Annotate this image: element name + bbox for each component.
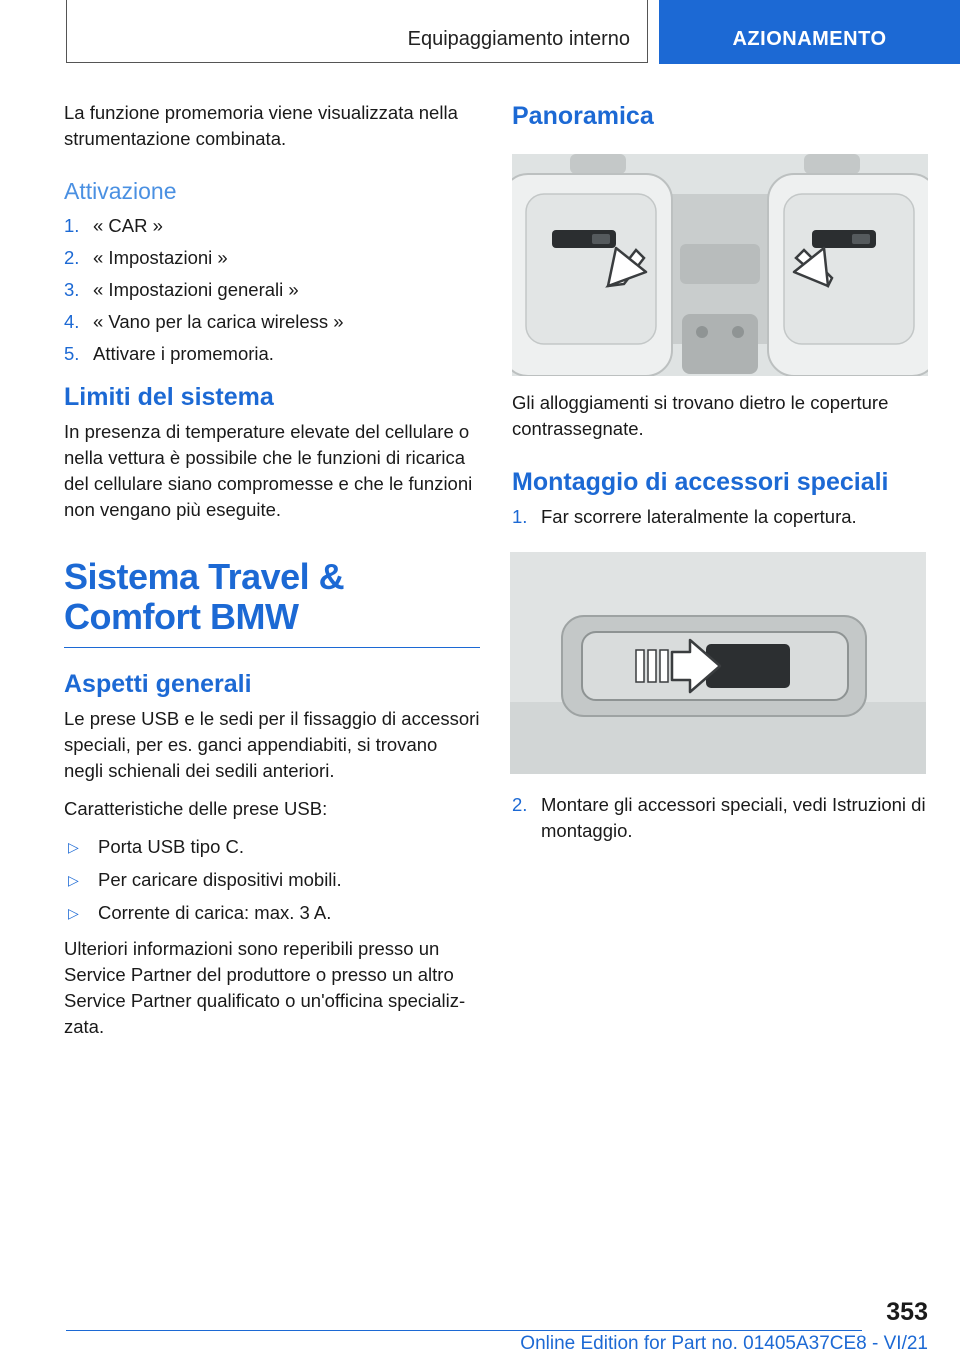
mount-heading: Montaggio di accessori speciali (512, 468, 889, 496)
left-column (64, 100, 480, 1052)
list-item: ▷ Per caricare dispositivi mobili. (64, 867, 480, 893)
footer-rule (66, 1330, 862, 1331)
usb-feature-list (64, 834, 480, 926)
list-item: 3. « Impostazioni generali » (64, 279, 299, 300)
right-column (512, 100, 928, 858)
limits-heading: Limiti del sistema (64, 383, 274, 411)
cover-slide-illustration (510, 552, 926, 774)
header-section-title: Equipaggiamento interno (407, 28, 630, 50)
limits-text: In presenza di temperature elevate del cellulare o nella vettura è possibile che le funzioni di ricarica del cellulare siano compromesse e che le funzioni non vengano più eseguite. (64, 421, 473, 520)
intro-text: La funzione promemoria viene visualizzata nella strumentazione combinata. (64, 102, 458, 149)
overview-heading: Panoramica (512, 102, 654, 130)
activation-steps (64, 213, 480, 367)
system-heading: Sistema Travel & Comfort BMW (64, 556, 345, 637)
usb-intro: Caratteristiche delle prese USB: (64, 798, 328, 819)
mount-steps-2 (512, 792, 928, 844)
activation-heading: Attivazione (64, 178, 177, 204)
page-number: 353 (886, 1298, 928, 1326)
triangle-bullet-icon: ▷ (68, 872, 79, 888)
mount-steps-1 (512, 504, 928, 530)
list-item: 1. Far scorrere lateralmente la copertura. (512, 506, 857, 527)
more-info-text: Ulteriori informazioni sono reperibili presso un Service Partner del produttore o presso un altro Service Partner qualificato o un'officina specializzata. (64, 938, 466, 1037)
heading-rule (64, 647, 480, 648)
triangle-bullet-icon: ▷ (68, 905, 79, 921)
list-item: ▷ Corrente di carica: max. 3 A. (64, 900, 480, 926)
general-heading: Aspetti generali (64, 670, 252, 698)
list-item: ▷ Porta USB tipo C. (64, 834, 480, 860)
list-item: 5. Attivare i promemoria. (64, 343, 274, 364)
overview-caption: Gli alloggiamenti si trovano dietro le coperture contrassegnate. (512, 392, 889, 439)
list-item: 4. « Vano per la carica wireless » (64, 311, 344, 332)
general-text: Le prese USB e le sedi per il fissaggio di accessori speciali, per es. ganci appendiabiti, si trovano negli schienali dei sedili anteriori. (64, 708, 480, 781)
seat-backrests-illustration (512, 154, 928, 376)
header-chapter-tab[interactable]: AZIONAMENTO (659, 0, 960, 64)
triangle-bullet-icon: ▷ (68, 839, 79, 855)
list-item: 2. « Impostazioni » (64, 247, 228, 268)
edition-footer: Online Edition for Part no. 01405A37CE8 - VI/21 (520, 1333, 928, 1354)
list-item: 2. Montare gli accessori speciali, vedi Istruzioni di montaggio. (512, 794, 926, 841)
list-item: 1. « CAR » (64, 215, 163, 236)
